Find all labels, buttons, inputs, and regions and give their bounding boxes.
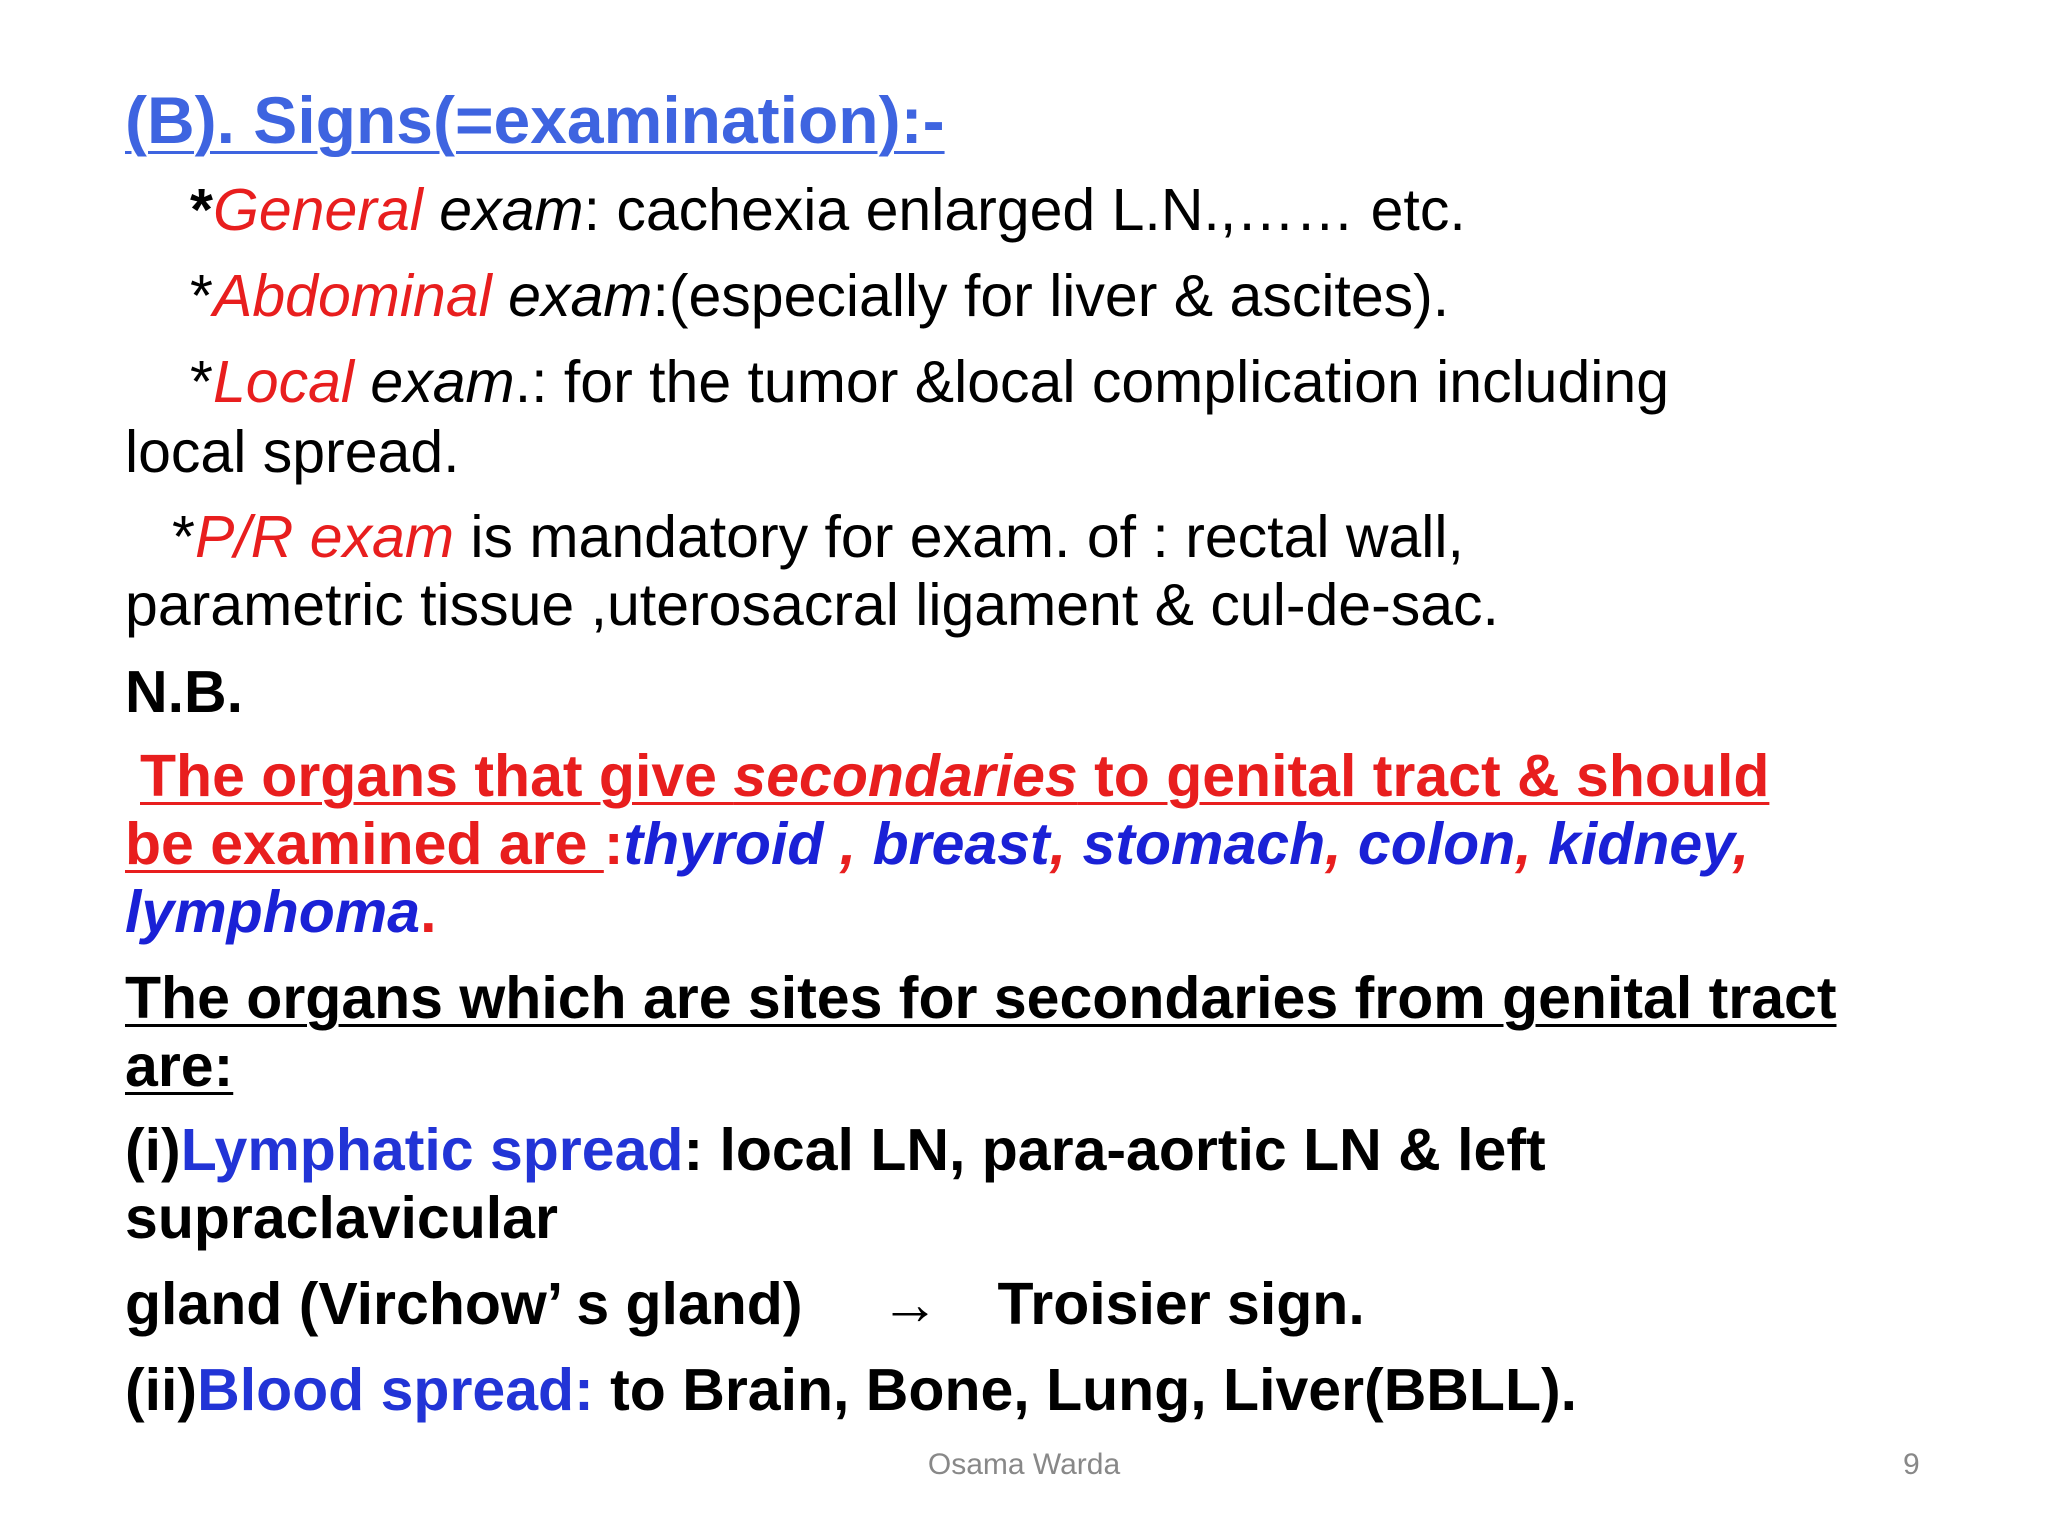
organ-thyroid: thyroid (623, 811, 824, 877)
exam-word: exam (439, 177, 584, 243)
organ-stomach: stomach (1082, 811, 1326, 877)
organ-breast: breast (872, 811, 1050, 877)
organs-sites-line-2 (125, 1032, 233, 1100)
abdominal-exam-line (190, 262, 1449, 330)
slide-title: (B). Signs(=examination):- (125, 83, 945, 157)
pr-text: is mandatory for exam. of : rectal wall, (454, 504, 1464, 570)
blood-spread-line (125, 1356, 1577, 1424)
general-text: : cachexia enlarged L.N.,…… etc. (583, 177, 1466, 243)
organs-colon-mark: : (603, 811, 624, 877)
blood-text: to Brain, Bone, Lung, Liver(BBLL). (593, 1357, 1578, 1423)
lymphatic-line-2: supraclavicular (125, 1185, 558, 1251)
separator: , (823, 811, 873, 877)
organ-lymphoma: lymphoma (125, 879, 421, 945)
lymphatic-prefix: (i) (125, 1117, 181, 1183)
exam-word: exam (370, 349, 515, 415)
local-label: Local (212, 349, 355, 415)
general-exam-line (190, 176, 1466, 244)
period: . (420, 879, 437, 945)
lymphatic-line-3 (125, 1270, 1365, 1338)
general-label: General (212, 177, 423, 243)
organ-colon: colon (1357, 811, 1516, 877)
separator: , (1049, 811, 1083, 877)
arrow-icon: → (880, 1271, 940, 1337)
separator: , (1325, 811, 1358, 877)
troisier-sign-text: Troisier sign. (997, 1271, 1365, 1337)
bullet-star: * (172, 504, 195, 570)
organs-give-line-1 (140, 742, 1769, 810)
organs-give-part1: The organs that give (140, 743, 734, 809)
page-number: 9 (1903, 1448, 1920, 1481)
virchow-gland-text: gland (Virchow’ s gland) (125, 1271, 803, 1337)
local-exam-line (190, 348, 1669, 416)
bullet-star: * (190, 263, 213, 329)
blood-label: Blood spread: (197, 1357, 594, 1423)
abdominal-text: :(especially for liver & ascites). (652, 263, 1450, 329)
footer-author: Osama Warda (927, 1448, 1121, 1481)
lymphatic-text: : local LN, para-aortic LN & left (683, 1117, 1546, 1183)
bullet-star: * (190, 349, 213, 415)
local-exam-line-2: local spread. (125, 419, 460, 485)
lymphatic-line-1 (125, 1116, 1546, 1184)
organs-give-line-3 (125, 878, 436, 946)
secondaries-word: secondaries (733, 743, 1078, 809)
organs-give-text (140, 743, 1769, 809)
separator: , (1515, 811, 1549, 877)
pr-exam-line (172, 503, 1464, 571)
bullet-star: * (190, 177, 213, 243)
blood-prefix: (ii) (125, 1357, 198, 1423)
organs-give-line-2 (125, 810, 1749, 878)
abdominal-label: Abdominal (212, 263, 492, 329)
separator: , (1732, 811, 1750, 877)
pr-exam-line-2: parametric tissue ,uterosacral ligament & cul-de-sac. (125, 572, 1499, 638)
organs-give-part3: to genital tract & should (1077, 743, 1770, 809)
pr-label: P/R exam (194, 504, 454, 570)
exam-word: exam (508, 263, 653, 329)
organs-sites-text: The organs which are sites for secondaries from genital tract (125, 965, 1837, 1031)
organs-sites-line-1 (125, 964, 1837, 1032)
organs-sites-text-2: are: (125, 1033, 234, 1099)
organ-kidney: kidney (1548, 811, 1733, 877)
lymphatic-label: Lymphatic spread (180, 1117, 684, 1183)
nb-label: N.B. (125, 659, 243, 725)
organs-give-part4: be examined are (125, 811, 604, 877)
local-text: .: for the tumor &local complication including (514, 349, 1670, 415)
